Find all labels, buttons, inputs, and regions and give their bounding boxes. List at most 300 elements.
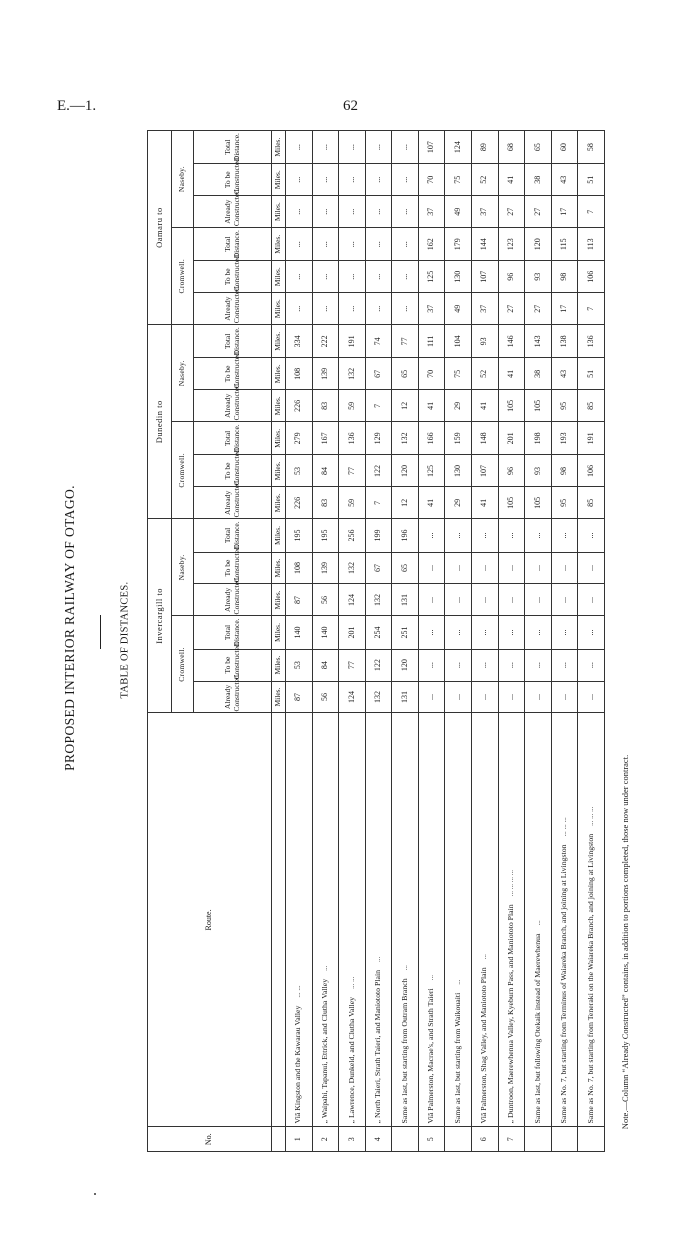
distance-cell: ... xyxy=(551,519,578,552)
distance-cell: ... xyxy=(472,552,499,584)
distance-cell: 108 xyxy=(286,358,313,390)
distance-cell: ... xyxy=(498,616,525,649)
distance-cell: 65 xyxy=(525,131,552,164)
route-cell xyxy=(339,713,366,1127)
distance-cell: 113 xyxy=(578,228,605,261)
column-header: Total Distance. xyxy=(194,131,272,164)
distance-cell: 56 xyxy=(312,681,339,713)
distance-cell: 98 xyxy=(551,261,578,293)
route-cell xyxy=(312,713,339,1127)
distance-cell: ... xyxy=(392,196,419,228)
distance-cell: ... xyxy=(445,616,472,649)
distance-cell: ... xyxy=(392,228,419,261)
distance-cell: 49 xyxy=(445,196,472,228)
table-row xyxy=(578,131,605,1152)
column-header: Already Constructed. xyxy=(194,487,272,519)
group-oamaru: Oamaru to xyxy=(148,131,172,325)
distance-cell: ... xyxy=(525,584,552,616)
column-header: Total Distance. xyxy=(194,616,272,649)
distance-cell: 222 xyxy=(312,325,339,358)
route-cell xyxy=(286,713,313,1127)
row-number: 1 xyxy=(286,1127,313,1152)
distance-cell: ... xyxy=(365,228,392,261)
unit-label: Miles. xyxy=(272,519,286,552)
distance-cell: 43 xyxy=(551,358,578,390)
distance-cell: 122 xyxy=(365,649,392,681)
column-header: To be Constructed. xyxy=(194,552,272,584)
distance-cell: 256 xyxy=(339,519,366,552)
distance-cell: 95 xyxy=(551,390,578,422)
distance-cell: 77 xyxy=(339,455,366,487)
distance-cell: 132 xyxy=(339,358,366,390)
distance-cell: 124 xyxy=(445,131,472,164)
route-leader-dots: ... xyxy=(453,979,462,985)
column-header: Already Constructed. xyxy=(194,584,272,616)
distance-cell: 70 xyxy=(418,358,445,390)
column-header: Total Distance. xyxy=(194,519,272,552)
distance-cell: ... xyxy=(498,584,525,616)
distance-cell: ... xyxy=(339,131,366,164)
distance-cell: 37 xyxy=(418,196,445,228)
route-cell xyxy=(551,713,578,1127)
column-header: Total Distance. xyxy=(194,325,272,358)
distance-cell: 146 xyxy=(498,325,525,358)
distance-cell: 38 xyxy=(525,358,552,390)
distance-cell: 132 xyxy=(365,681,392,713)
distance-cell: 132 xyxy=(365,584,392,616)
distance-cell: 85 xyxy=(578,390,605,422)
table-row xyxy=(472,131,499,1152)
distance-cell: ... xyxy=(392,293,419,325)
distance-cell: 96 xyxy=(498,261,525,293)
distance-cell: 159 xyxy=(445,422,472,455)
subgroup-naseby: Naseby. xyxy=(172,325,194,422)
distance-cell: 193 xyxy=(551,422,578,455)
distance-cell: ... xyxy=(365,293,392,325)
subgroup-naseby: Naseby. xyxy=(172,131,194,228)
table-row xyxy=(312,131,339,1152)
distance-cell: 105 xyxy=(498,487,525,519)
subgroup-naseby: Naseby. xyxy=(172,519,194,616)
distance-cell: 334 xyxy=(286,325,313,358)
route-leader-dots: ... xyxy=(400,965,409,971)
distance-cell: 59 xyxy=(339,487,366,519)
distance-cell: 179 xyxy=(445,228,472,261)
unit-label: Miles. xyxy=(272,649,286,681)
column-header: To be Constructed. xyxy=(194,261,272,293)
distance-cell: ... xyxy=(365,196,392,228)
no-header: No. xyxy=(148,1127,272,1152)
distance-cell: 201 xyxy=(339,616,366,649)
table-row xyxy=(286,131,313,1152)
group-dunedin: Dunedin to xyxy=(148,325,172,519)
unit-label: Miles. xyxy=(272,325,286,358)
distance-cell: 199 xyxy=(365,519,392,552)
distance-cell: 56 xyxy=(312,584,339,616)
distance-cell: 37 xyxy=(472,196,499,228)
distance-cell: ... xyxy=(498,681,525,713)
row-number xyxy=(392,1127,419,1152)
distance-cell: 53 xyxy=(286,455,313,487)
distance-cell: 85 xyxy=(578,487,605,519)
distance-cell: 27 xyxy=(525,293,552,325)
row-number: 7 xyxy=(498,1127,525,1152)
distance-cell: ... xyxy=(551,649,578,681)
unit-label: Miles. xyxy=(272,196,286,228)
distance-cell: 41 xyxy=(472,390,499,422)
distance-cell: ... xyxy=(525,649,552,681)
distance-cell: 17 xyxy=(551,293,578,325)
route-leader-dots: ... ... ... xyxy=(560,817,569,837)
distance-cell: ... xyxy=(286,196,313,228)
unit-label: Miles. xyxy=(272,584,286,616)
row-number xyxy=(551,1127,578,1152)
distance-cell: 52 xyxy=(472,358,499,390)
distance-cell: ... xyxy=(472,616,499,649)
distance-cell: 167 xyxy=(312,422,339,455)
route-text: Same as last, but following Otekaik instead of Maerewhenua xyxy=(532,933,542,1124)
distance-cell: ... xyxy=(312,196,339,228)
distance-cell: 132 xyxy=(339,552,366,584)
distance-cell: ... xyxy=(578,681,605,713)
distance-cell: ... xyxy=(418,681,445,713)
distance-cell: ... xyxy=(418,519,445,552)
distance-cell: 139 xyxy=(312,552,339,584)
distance-cell: 65 xyxy=(392,552,419,584)
distance-cell: ... xyxy=(525,616,552,649)
distance-cell: 87 xyxy=(286,584,313,616)
distance-cell: ... xyxy=(286,228,313,261)
distance-cell: ... xyxy=(445,681,472,713)
route-cell xyxy=(472,713,499,1127)
distance-cell: 104 xyxy=(445,325,472,358)
distance-cell: 140 xyxy=(312,616,339,649)
distance-cell: 41 xyxy=(498,358,525,390)
distance-cell: ... xyxy=(551,552,578,584)
distance-cell: 89 xyxy=(472,131,499,164)
distance-cell: 279 xyxy=(286,422,313,455)
route-text: Same as last, but starting from Waikouaiti xyxy=(452,992,462,1124)
distance-cell: 67 xyxy=(365,552,392,584)
route-leader-dots: ... ... xyxy=(294,985,303,998)
distance-cell: 53 xyxy=(286,649,313,681)
distance-cell: 105 xyxy=(498,390,525,422)
distance-cell: 41 xyxy=(472,487,499,519)
column-header: Total Distance. xyxy=(194,422,272,455)
distance-cell: 84 xyxy=(312,649,339,681)
table-row xyxy=(339,131,366,1152)
unit-label: Miles. xyxy=(272,390,286,422)
distance-cell: 107 xyxy=(472,261,499,293)
unit-label: Miles. xyxy=(272,487,286,519)
distance-cell: ... xyxy=(312,261,339,293)
route-text: Same as No. 7, but starting from Terminus of Waiareka Branch, and joining at Livingston xyxy=(559,844,569,1124)
distance-cell: 130 xyxy=(445,455,472,487)
route-leader-dots: ... ... ... xyxy=(586,806,595,826)
distance-cell: 38 xyxy=(525,164,552,196)
distance-cell: ... xyxy=(339,293,366,325)
distance-cell: 111 xyxy=(418,325,445,358)
distance-cell: ... xyxy=(339,196,366,228)
distance-cell: ... xyxy=(312,228,339,261)
title-text: PROPOSED INTERIOR RAILWAY OF OTAGO. xyxy=(62,485,77,771)
distance-cell: ... xyxy=(286,293,313,325)
row-number: 4 xyxy=(365,1127,392,1152)
distance-cell: 226 xyxy=(286,487,313,519)
unit-label: Miles. xyxy=(272,616,286,649)
subgroup-cromwell: Cromwell. xyxy=(172,422,194,519)
distance-cell: ... xyxy=(551,584,578,616)
distance-cell: 108 xyxy=(286,552,313,584)
distance-cell: 93 xyxy=(472,325,499,358)
distance-cell: 84 xyxy=(312,455,339,487)
distance-cell: 65 xyxy=(392,358,419,390)
distance-cell: ... xyxy=(551,681,578,713)
unit-label: Miles. xyxy=(272,358,286,390)
table-row xyxy=(365,131,392,1152)
distance-cell: 12 xyxy=(392,487,419,519)
distance-cell: 123 xyxy=(498,228,525,261)
distance-cell: ... xyxy=(445,584,472,616)
distance-cell: 37 xyxy=(418,293,445,325)
column-header: To be Constructed. xyxy=(194,649,272,681)
distance-cell: 59 xyxy=(339,390,366,422)
title-rule xyxy=(100,615,101,649)
distance-cell: ... xyxy=(472,519,499,552)
distance-cell: ... xyxy=(525,519,552,552)
distance-cell: ... xyxy=(418,584,445,616)
distance-cell: 226 xyxy=(286,390,313,422)
subgroup-cromwell: Cromwell. xyxy=(172,616,194,713)
distance-cell: ... xyxy=(392,131,419,164)
distance-cell: 162 xyxy=(418,228,445,261)
unit-label: Miles. xyxy=(272,422,286,455)
table-row xyxy=(498,131,525,1152)
table-row xyxy=(445,131,472,1152)
route-leader-dots: ... xyxy=(427,975,436,981)
distance-cell: ... xyxy=(578,552,605,584)
distance-cell: 195 xyxy=(286,519,313,552)
distance-cell: 107 xyxy=(472,455,499,487)
units-row xyxy=(272,131,286,1152)
page-number: 62 xyxy=(343,98,358,114)
distance-cell: 68 xyxy=(498,131,525,164)
distance-cell: 41 xyxy=(418,487,445,519)
distance-cell: 98 xyxy=(551,455,578,487)
distance-cell: 7 xyxy=(365,390,392,422)
distance-cell: ... xyxy=(418,552,445,584)
distance-cell: ... xyxy=(578,616,605,649)
unit-label: Miles. xyxy=(272,261,286,293)
route-text: Viâ Kingston and the Kawarau Valley xyxy=(293,1005,303,1124)
distance-cell: 27 xyxy=(525,196,552,228)
distance-cell: ... xyxy=(392,261,419,293)
subgroup-cromwell: Cromwell. xyxy=(172,228,194,325)
distance-cell: ... xyxy=(312,131,339,164)
distance-cell: 41 xyxy=(418,390,445,422)
distance-cell: 105 xyxy=(525,390,552,422)
distance-cell: ... xyxy=(418,616,445,649)
distance-cell: 77 xyxy=(392,325,419,358)
group-invercargill: Invercargill to xyxy=(148,519,172,713)
route-leader-dots: ... ... ... ... xyxy=(507,870,516,897)
distance-cell: 125 xyxy=(418,261,445,293)
route-cell xyxy=(392,713,419,1127)
distance-cell: 136 xyxy=(339,422,366,455)
distance-cell: 148 xyxy=(472,422,499,455)
distance-cell: 143 xyxy=(525,325,552,358)
route-cell xyxy=(445,713,472,1127)
row-number xyxy=(578,1127,605,1152)
column-header: To be Constructed. xyxy=(194,164,272,196)
row-number xyxy=(525,1127,552,1152)
unit-label: Miles. xyxy=(272,681,286,713)
distance-cell: 29 xyxy=(445,487,472,519)
distance-cell: 12 xyxy=(392,390,419,422)
route-cell xyxy=(525,713,552,1127)
distance-cell: 124 xyxy=(339,584,366,616)
distance-cell: 51 xyxy=(578,164,605,196)
distance-cell: ... xyxy=(498,552,525,584)
route-cell xyxy=(578,713,605,1127)
distance-cell: ... xyxy=(472,649,499,681)
unit-label: Miles. xyxy=(272,228,286,261)
distance-cell: 191 xyxy=(339,325,366,358)
distance-cell: ... xyxy=(392,164,419,196)
route-text: Same as last, but starting from Outram Branch xyxy=(399,978,409,1124)
distance-cell: 106 xyxy=(578,455,605,487)
distance-cell: 52 xyxy=(472,164,499,196)
distance-cell: 251 xyxy=(392,616,419,649)
distance-cell: 144 xyxy=(472,228,499,261)
distance-cell: 7 xyxy=(578,196,605,228)
route-leader-dots: ... xyxy=(321,965,330,971)
route-text: „ Lawrence, Dunkeld, and Clutha Valley xyxy=(346,996,356,1124)
distance-cell: 49 xyxy=(445,293,472,325)
distance-cell: 37 xyxy=(472,293,499,325)
route-leader-dots: ... ... xyxy=(347,976,356,989)
row-number xyxy=(445,1127,472,1152)
distance-cell: ... xyxy=(365,261,392,293)
distance-cell: 122 xyxy=(365,455,392,487)
distance-table-container xyxy=(147,130,605,1152)
route-leader-dots: ... xyxy=(480,954,489,960)
distance-cell: 140 xyxy=(286,616,313,649)
row-number: 6 xyxy=(472,1127,499,1152)
distance-cell: 67 xyxy=(365,358,392,390)
distance-cell: 83 xyxy=(312,390,339,422)
distance-cell: ... xyxy=(445,552,472,584)
distance-cell: ... xyxy=(498,649,525,681)
distance-cell: 7 xyxy=(365,487,392,519)
distance-cell: 96 xyxy=(498,455,525,487)
unit-label: Miles. xyxy=(272,164,286,196)
column-header: Already Constructed. xyxy=(194,681,272,713)
route-text: Viâ Palmerston, Macrae's, and Strath Taieri xyxy=(426,988,436,1124)
distance-cell: 27 xyxy=(498,196,525,228)
unit-label: Miles. xyxy=(272,552,286,584)
distance-cell: 93 xyxy=(525,261,552,293)
distance-cell: ... xyxy=(445,649,472,681)
distance-cell: 87 xyxy=(286,681,313,713)
distance-cell: 77 xyxy=(339,649,366,681)
column-header: To be Constructed. xyxy=(194,358,272,390)
distance-cell: 83 xyxy=(312,487,339,519)
distance-cell: 60 xyxy=(551,131,578,164)
row-number: 3 xyxy=(339,1127,366,1152)
distance-cell: ... xyxy=(339,261,366,293)
distance-cell: 70 xyxy=(418,164,445,196)
distance-cell: 254 xyxy=(365,616,392,649)
route-cell xyxy=(418,713,445,1127)
distance-cell: ... xyxy=(578,584,605,616)
distance-cell: ... xyxy=(578,649,605,681)
distance-cell: 75 xyxy=(445,164,472,196)
distance-cell: ... xyxy=(286,261,313,293)
distance-cell: 129 xyxy=(365,422,392,455)
column-header: Total Distance. xyxy=(194,228,272,261)
distance-cell: ... xyxy=(525,681,552,713)
distance-cell: 105 xyxy=(525,487,552,519)
distance-cell: 27 xyxy=(498,293,525,325)
distance-cell: ... xyxy=(365,164,392,196)
distance-cell: 131 xyxy=(392,584,419,616)
distance-cell: 41 xyxy=(498,164,525,196)
stray-mark xyxy=(94,1193,96,1195)
distance-cell: ... xyxy=(312,293,339,325)
column-header: Already Constructed. xyxy=(194,196,272,228)
distance-cell: 120 xyxy=(525,228,552,261)
distance-cell: ... xyxy=(472,681,499,713)
distance-cell: ... xyxy=(551,616,578,649)
distance-cell: ... xyxy=(445,519,472,552)
distance-cell: 136 xyxy=(578,325,605,358)
distance-cell: 125 xyxy=(418,455,445,487)
distance-cell: 43 xyxy=(551,164,578,196)
distance-cell: 124 xyxy=(339,681,366,713)
distance-cell: ... xyxy=(286,131,313,164)
route-header: Route. xyxy=(148,713,272,1127)
route-cell xyxy=(365,713,392,1127)
unit-label: Miles. xyxy=(272,455,286,487)
distance-cell: ... xyxy=(312,164,339,196)
distance-cell: 107 xyxy=(418,131,445,164)
footnote-text: Note.—Column “Already Constructed” contains, in addition to portions completed, those now under contract. xyxy=(620,754,630,1130)
unit-label: Miles. xyxy=(272,293,286,325)
distance-cell: 198 xyxy=(525,422,552,455)
route-cell xyxy=(498,713,525,1127)
column-header: To be Constructed. xyxy=(194,455,272,487)
distance-cell: ... xyxy=(418,649,445,681)
distance-cell: 17 xyxy=(551,196,578,228)
distance-cell: 191 xyxy=(578,422,605,455)
distance-cell: 130 xyxy=(445,261,472,293)
route-leader-dots: ... xyxy=(533,920,542,926)
route-text: „ Duntroon, Maerewhenua Valley, Kyeburn Pass, and Maniototo Plain xyxy=(506,904,516,1124)
distance-cell: 201 xyxy=(498,422,525,455)
distance-cell: ... xyxy=(472,584,499,616)
distance-cell: ... xyxy=(339,164,366,196)
distance-cell: 74 xyxy=(365,325,392,358)
column-header: Already Constructed. xyxy=(194,390,272,422)
distance-cell: 51 xyxy=(578,358,605,390)
distance-cell: ... xyxy=(286,164,313,196)
distance-cell: 120 xyxy=(392,455,419,487)
distance-cell: 120 xyxy=(392,649,419,681)
route-text: Same as No. 7, but starting from Teneraki on the Waiareka Branch, and joining at Livingston xyxy=(585,833,595,1124)
distance-cell: 166 xyxy=(418,422,445,455)
distance-cell: 138 xyxy=(551,325,578,358)
